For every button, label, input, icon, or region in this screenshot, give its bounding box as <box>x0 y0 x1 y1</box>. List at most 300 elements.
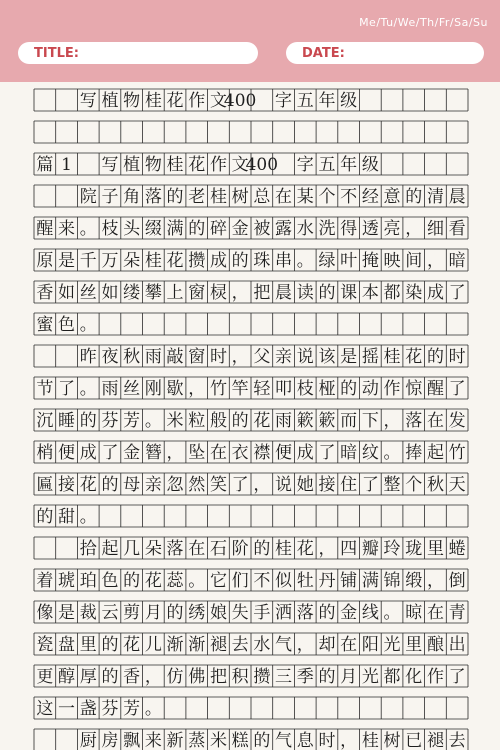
grid-char: 晨 <box>448 187 466 207</box>
grid-char: 渐 <box>188 635 206 655</box>
grid-char: 一 <box>58 699 76 719</box>
grid-char: 接 <box>58 475 76 495</box>
grid-char: 洒 <box>275 603 293 623</box>
grid-char: 三 <box>275 667 293 687</box>
grid-char: 襟 <box>253 443 271 463</box>
grid-char: 的 <box>231 411 249 431</box>
grid-char: 是 <box>58 251 76 271</box>
grid-char: 时 <box>209 347 227 367</box>
grid-char: 年 <box>318 91 336 111</box>
grid-char: 的 <box>166 187 184 207</box>
grid-char: 梢 <box>36 443 54 463</box>
grid-char: 粒 <box>188 411 206 431</box>
grid-char: 万 <box>101 251 119 271</box>
grid-char: 倒 <box>448 571 466 591</box>
grid-char: 而 <box>340 411 358 431</box>
grid-char: 光 <box>383 635 401 655</box>
grid-char: 琥 <box>58 571 76 591</box>
grid-char: 拾 <box>79 539 97 559</box>
grid-char: 石 <box>209 539 227 559</box>
grid-char: 酿 <box>426 635 444 655</box>
grid-char: 了 <box>448 379 466 399</box>
grid-char: 。 <box>79 507 97 527</box>
grid-char: 1 <box>61 155 72 175</box>
grid-char: 竹 <box>209 379 227 399</box>
grid-char: 经 <box>361 187 379 207</box>
grid-char: 了 <box>231 475 249 495</box>
grid-char: 桂 <box>166 155 184 175</box>
grid-char: ， <box>383 411 401 431</box>
grid-char: 400 <box>245 155 279 175</box>
grid-char: 绣 <box>188 603 206 623</box>
grid-char: 读 <box>296 283 314 303</box>
grid-char: 忽 <box>166 475 184 495</box>
grid-char: 雨 <box>275 411 293 431</box>
grid-char: 的 <box>36 507 54 527</box>
grid-char: 桂 <box>144 91 162 111</box>
grid-char: 着 <box>36 571 54 591</box>
grid-char: 透 <box>361 219 379 239</box>
grid-char: 起 <box>426 443 444 463</box>
grid-char: 渐 <box>166 635 184 655</box>
grid-char: 满 <box>361 571 379 591</box>
grid-char: 整 <box>383 475 401 495</box>
grid-char: 本 <box>361 283 379 303</box>
grid-char: ， <box>231 347 249 367</box>
grid-char: 洗 <box>318 219 336 239</box>
grid-char: 花 <box>166 251 184 271</box>
grid-char: 衣 <box>231 443 249 463</box>
grid-char: 上 <box>166 283 184 303</box>
grid-char: 都 <box>383 667 401 687</box>
grid-char: 的 <box>253 539 271 559</box>
grid-char: 亲 <box>144 475 162 495</box>
grid-char: 的 <box>123 571 141 591</box>
grid-char: 已 <box>405 731 423 750</box>
grid-char: 似 <box>275 571 293 591</box>
grid-char: 说 <box>296 347 314 367</box>
grid-char: 瓷 <box>36 635 54 655</box>
grid-char: 这 <box>36 699 54 719</box>
grid-char: 亲 <box>275 347 293 367</box>
grid-char: 了 <box>361 475 379 495</box>
grid-char: 如 <box>101 283 119 303</box>
grid-char: 课 <box>340 283 358 303</box>
grid-char: 褪 <box>209 635 227 655</box>
grid-char: 缀 <box>144 219 162 239</box>
title-label: TITLE: <box>34 45 79 61</box>
grid-char: 都 <box>383 283 401 303</box>
grid-char: 歇 <box>166 379 184 399</box>
grid-char: 花 <box>296 539 314 559</box>
grid-char: 碎 <box>209 219 227 239</box>
grid-char: 窗 <box>188 347 206 367</box>
grid-char: 笑 <box>209 475 227 495</box>
grid-char: 了 <box>448 667 466 687</box>
grid-char: 蜷 <box>448 539 466 559</box>
grid-char: 树 <box>231 187 249 207</box>
grid-char: 头 <box>123 219 141 239</box>
grid-char: 物 <box>144 155 162 175</box>
grid-char: 的 <box>340 379 358 399</box>
grid-char: 作 <box>383 379 401 399</box>
grid-char: 年 <box>340 155 358 175</box>
grid-char: 牡 <box>296 571 314 591</box>
grid-char: 糕 <box>231 731 249 750</box>
grid-char: ， <box>188 379 206 399</box>
grid-char: 间 <box>405 251 423 271</box>
grid-char: 气 <box>275 635 293 655</box>
grid-char: 桂 <box>209 187 227 207</box>
grid-char: ， <box>253 475 271 495</box>
grid-char: 花 <box>188 155 206 175</box>
grid-char: 花 <box>166 91 184 111</box>
grid-char: 色 <box>58 315 76 335</box>
grid-char: 字 <box>296 155 314 175</box>
grid-char: 的 <box>79 411 97 431</box>
grid-char: 该 <box>318 347 336 367</box>
grid-char: 级 <box>340 91 358 111</box>
grid-char: 成 <box>79 443 97 463</box>
grid-char: 金 <box>123 443 141 463</box>
grid-char: 蒸 <box>188 731 206 750</box>
grid-char: ， <box>405 219 423 239</box>
grid-char: 字 <box>275 91 293 111</box>
grid-char: 母 <box>123 475 141 495</box>
grid-char: 枝 <box>296 379 314 399</box>
grid-char: 刚 <box>144 379 162 399</box>
grid-char: 光 <box>361 667 379 687</box>
grid-char: 老 <box>188 187 206 207</box>
grid-char: 时 <box>318 731 336 750</box>
grid-char: 四 <box>340 539 358 559</box>
grid-char: 把 <box>253 283 271 303</box>
grid-char: 簪 <box>144 443 162 463</box>
grid-char: 的 <box>405 187 423 207</box>
grid-char: 捧 <box>405 443 423 463</box>
grid-char: 芳 <box>123 411 141 431</box>
grid-char: 时 <box>448 347 466 367</box>
grid-char: 甜 <box>58 507 76 527</box>
grid-char: 月 <box>144 603 162 623</box>
grid-char: 亮 <box>383 219 401 239</box>
grid-char: 朵 <box>144 539 162 559</box>
grid-char: 花 <box>144 571 162 591</box>
grid-char: 敲 <box>166 347 184 367</box>
grid-char: 蕊 <box>166 571 184 591</box>
grid-char: 。 <box>144 411 162 431</box>
grid-char: 水 <box>253 635 271 655</box>
grid-char: 珑 <box>405 539 423 559</box>
grid-char: 成 <box>209 251 227 271</box>
grid-char: 如 <box>58 283 76 303</box>
grid-char: 坠 <box>188 443 206 463</box>
grid-char: 的 <box>101 667 119 687</box>
grid-char: 桂 <box>383 347 401 367</box>
grid-char: 在 <box>426 411 444 431</box>
grid-char: 线 <box>361 603 379 623</box>
grid-char: 阶 <box>231 539 249 559</box>
grid-char: 了 <box>318 443 336 463</box>
grid-char: ， <box>296 635 314 655</box>
grid-char: 阳 <box>361 635 379 655</box>
grid-char: 失 <box>231 603 249 623</box>
grid-char: 厚 <box>79 667 97 687</box>
grid-char: 父 <box>253 347 271 367</box>
grid-char: 染 <box>405 283 423 303</box>
grid-char: 秋 <box>426 475 444 495</box>
grid-char: 树 <box>383 731 401 750</box>
grid-char: 叶 <box>340 251 358 271</box>
grid-char: 子 <box>101 187 119 207</box>
grid-char: 金 <box>340 603 358 623</box>
grid-char: 桂 <box>144 251 162 271</box>
grid-char: 篇 <box>36 155 54 175</box>
grid-char: 来 <box>58 219 76 239</box>
grid-char: 手 <box>253 603 271 623</box>
grid-char: 的 <box>318 283 336 303</box>
grid-char: 竹 <box>448 443 466 463</box>
grid-char: 的 <box>101 635 119 655</box>
title-field[interactable] <box>18 42 258 64</box>
grid-char: 青 <box>448 603 466 623</box>
grid-char: 在 <box>340 635 358 655</box>
grid-char: ， <box>144 667 162 687</box>
grid-char: ， <box>426 571 444 591</box>
grid-char: 像 <box>36 603 54 623</box>
grid-char: 不 <box>253 571 271 591</box>
grid-char: 蜜 <box>36 315 54 335</box>
grid-char: 芬 <box>101 411 119 431</box>
grid-char: 在 <box>275 187 293 207</box>
grid-char: 睡 <box>58 411 76 431</box>
grid-char: 厨 <box>79 731 97 750</box>
grid-char: 儿 <box>144 635 162 655</box>
grid-char: 去 <box>231 635 249 655</box>
grid-char: 在 <box>426 603 444 623</box>
grid-char: 在 <box>188 539 206 559</box>
grid-char: 的 <box>426 347 444 367</box>
grid-char: 月 <box>340 667 358 687</box>
grid-char: 绿 <box>318 251 336 271</box>
grid-char: ， <box>426 251 444 271</box>
grid-char: 晾 <box>405 603 423 623</box>
grid-char: 桂 <box>361 731 379 750</box>
grid-char: 积 <box>231 667 249 687</box>
grid-char: ， <box>166 443 184 463</box>
grid-char: 惊 <box>405 379 423 399</box>
grid-char: 的 <box>318 667 336 687</box>
grid-char: 来 <box>144 731 162 750</box>
grid-char: 在 <box>209 443 227 463</box>
grid-char: 。 <box>296 251 314 271</box>
grid-char: 新 <box>166 731 184 750</box>
grid-char: 。 <box>79 379 97 399</box>
grid-char: 细 <box>426 219 444 239</box>
grid-char: 说 <box>275 475 293 495</box>
grid-char: 锦 <box>383 571 401 591</box>
grid-char: 原 <box>36 251 54 271</box>
grid-char: 级 <box>361 155 379 175</box>
grid-char: 。 <box>79 219 97 239</box>
grid-char: 写 <box>101 155 119 175</box>
grid-char: 。 <box>383 443 401 463</box>
grid-char: 玲 <box>383 539 401 559</box>
grid-char: 掩 <box>361 251 379 271</box>
grid-char: 缎 <box>405 571 423 591</box>
grid-char: 房 <box>101 731 119 750</box>
grid-char: 丹 <box>318 571 336 591</box>
grid-char: 醇 <box>58 667 76 687</box>
grid-char: 的 <box>318 603 336 623</box>
grid-char: 缕 <box>123 283 141 303</box>
grid-char: 醒 <box>36 219 54 239</box>
grid-char: 里 <box>426 539 444 559</box>
grid-char: 珀 <box>79 571 97 591</box>
date-label: DATE: <box>302 45 345 61</box>
grid-char: 意 <box>383 187 401 207</box>
grid-char: 映 <box>383 251 401 271</box>
grid-char: 清 <box>426 187 444 207</box>
grid-char: 飘 <box>123 731 141 750</box>
grid-char: 米 <box>166 411 184 431</box>
grid-char: 的 <box>253 731 271 750</box>
grid-char: 。 <box>383 603 401 623</box>
grid-char: 把 <box>209 667 227 687</box>
date-field[interactable] <box>286 42 484 64</box>
grid-char: 成 <box>296 443 314 463</box>
grid-char: 角 <box>123 187 141 207</box>
grid-char: ， <box>231 283 249 303</box>
grid-char: 却 <box>318 635 336 655</box>
grid-char: 了 <box>448 283 466 303</box>
grid-char: 醒 <box>426 379 444 399</box>
grid-char: 五 <box>296 91 314 111</box>
grid-char: 竿 <box>231 379 249 399</box>
grid-char: 簌 <box>296 411 314 431</box>
grid-char: 雨 <box>144 347 162 367</box>
grid-char: 写 <box>79 91 97 111</box>
grid-char: 是 <box>340 347 358 367</box>
grid-char: 朵 <box>123 251 141 271</box>
grid-char: 它 <box>209 571 227 591</box>
grid-char: 攒 <box>253 667 271 687</box>
grid-char: 云 <box>101 603 119 623</box>
grid-char: 秋 <box>123 347 141 367</box>
grid-char: 看 <box>448 219 466 239</box>
essay-paper <box>0 82 500 750</box>
grid-char: 满 <box>166 219 184 239</box>
grid-char: 发 <box>448 411 466 431</box>
grid-char: 的 <box>231 251 249 271</box>
grid-char: 成 <box>426 283 444 303</box>
grid-char: 里 <box>79 635 97 655</box>
grid-char: 动 <box>361 379 379 399</box>
grid-char: 串 <box>275 251 293 271</box>
grid-char: 瓣 <box>361 539 379 559</box>
grid-char: 文 <box>231 155 249 175</box>
grid-char: 个 <box>405 475 423 495</box>
grid-char: 住 <box>340 475 358 495</box>
grid-char: 某 <box>296 187 314 207</box>
grid-char: 。 <box>188 571 206 591</box>
grid-char: 院 <box>79 187 97 207</box>
grid-char: 的 <box>188 219 206 239</box>
grid-char: 更 <box>36 667 54 687</box>
grid-char: 花 <box>405 347 423 367</box>
grid-char: 便 <box>58 443 76 463</box>
grid-char: 夜 <box>101 347 119 367</box>
grid-char: 匾 <box>36 475 54 495</box>
grid-char: 香 <box>123 667 141 687</box>
grid-char: 去 <box>448 731 466 750</box>
grid-char: 纹 <box>361 443 379 463</box>
grid-char: 节 <box>36 379 54 399</box>
grid-char: 剪 <box>123 603 141 623</box>
weekday-label: Me/Tu/We/Th/Fr/Sa/Su <box>359 16 488 29</box>
grid-char: 化 <box>405 667 423 687</box>
grid-char: 丝 <box>79 283 97 303</box>
grid-char: 摇 <box>361 347 379 367</box>
grid-char: 她 <box>296 475 314 495</box>
grid-char: 暗 <box>340 443 358 463</box>
grid-char: 裁 <box>79 603 97 623</box>
grid-char: 植 <box>123 155 141 175</box>
grid-char: 褪 <box>426 731 444 750</box>
grid-char: 丝 <box>123 379 141 399</box>
grid-char: 的 <box>101 475 119 495</box>
grid-char: 沉 <box>36 411 54 431</box>
grid-char: ， <box>318 539 336 559</box>
grid-char: 晨 <box>275 283 293 303</box>
grid-char: 攀 <box>144 283 162 303</box>
grid-char: 里 <box>405 635 423 655</box>
grid-char: 般 <box>209 411 227 431</box>
grid-char: 然 <box>188 475 206 495</box>
grid-char: 是 <box>58 603 76 623</box>
grid-char: 400 <box>223 91 257 111</box>
grid-char: 枝 <box>101 219 119 239</box>
grid-char: 季 <box>296 667 314 687</box>
grid-char: 起 <box>101 539 119 559</box>
grid-char: 芳 <box>123 699 141 719</box>
grid-char: 昨 <box>79 347 97 367</box>
grid-char: 桠 <box>318 379 336 399</box>
grid-char: 落 <box>296 603 314 623</box>
grid-char: 五 <box>318 155 336 175</box>
grid-char: 簌 <box>318 411 336 431</box>
grid-char: 暗 <box>448 251 466 271</box>
grid-char: 文 <box>209 91 227 111</box>
grid-char: 棂 <box>209 283 227 303</box>
grid-char: 得 <box>340 219 358 239</box>
grid-char: 金 <box>231 219 249 239</box>
grid-char: 了 <box>58 379 76 399</box>
grid-char: 几 <box>123 539 141 559</box>
grid-char: 作 <box>209 155 227 175</box>
grid-char: 花 <box>253 411 271 431</box>
grid-char: 雨 <box>101 379 119 399</box>
grid-char: 作 <box>426 667 444 687</box>
grid-char: 植 <box>101 91 119 111</box>
grid-char: 下 <box>361 411 379 431</box>
grid-char: 米 <box>209 731 227 750</box>
grid-char: 了 <box>101 443 119 463</box>
grid-char: 盏 <box>79 699 97 719</box>
grid-char: 铺 <box>340 571 358 591</box>
grid-lines <box>34 89 468 750</box>
grid-char: 轻 <box>253 379 271 399</box>
